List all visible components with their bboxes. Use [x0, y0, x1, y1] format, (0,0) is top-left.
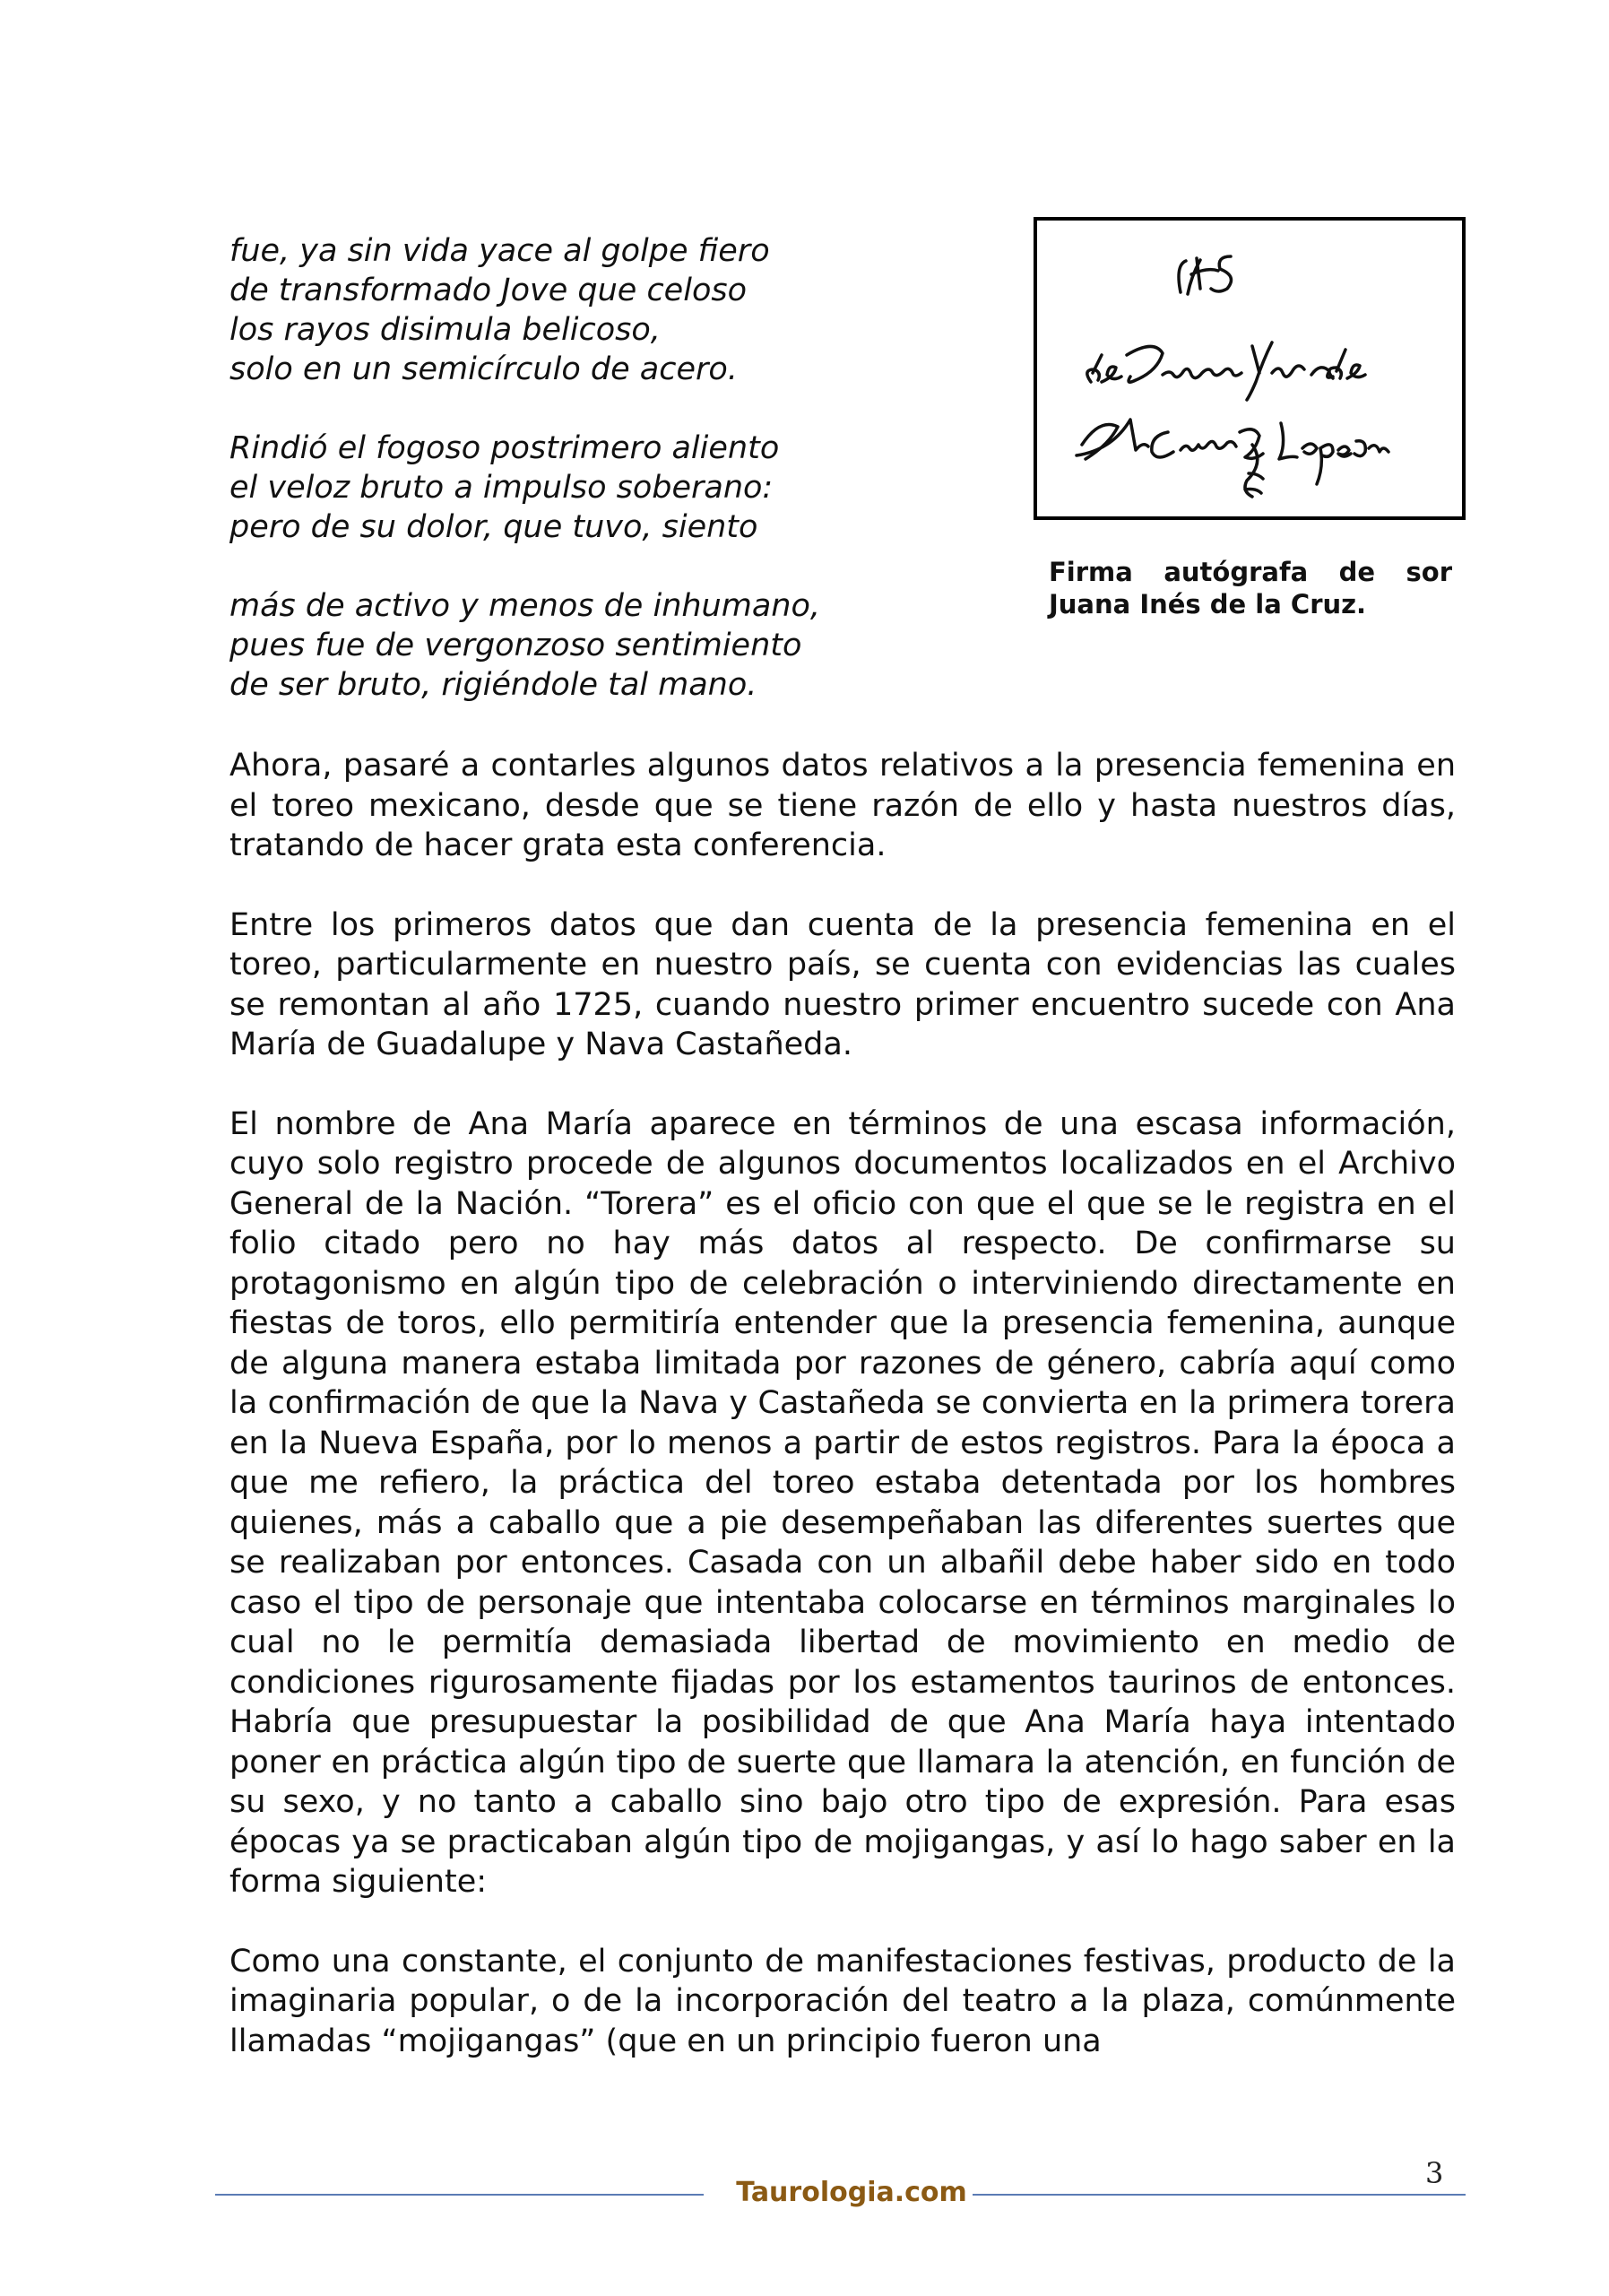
poem-line: el veloz bruto a impulso soberano:: [229, 470, 774, 506]
paragraph: Ahora, pasaré a contarles algunos datos relativos a la presencia femenina en el toreo mexicano, desde que se tiene razón de ello y hasta nuestros días, tratando de hacer grata esta conferencia.: [229, 748, 1456, 863]
poem-stanza: [229, 231, 857, 389]
paragraph: El nombre de Ana María aparece en términos de una escasa información, cuyo solo registro procede de algunos documentos localizados en el Archivo General de la Nación. “Torera” es el oficio con que el que se le registra en el folio citado pero no hay más datos al respecto. De confirmarse su protagonismo en algún tipo de celebración o interviniendo directamente en fiestas de toros, ello permitiría entender que la presencia femenina, aunque de alguna manera estaba limitada por razones de género, cabría aquí como la confirmación de que la Nava y Castañeda se convierta en la primera torera en la Nueva España, por lo menos a partir de estos registros. Para la época a que me refiero, la práctica del toreo estaba detentada por los hombres quienes, más a caballo que a pie desempeñaban las diferentes suertes que se realizaban por entonces. Casada con un albañil debe haber sido en todo caso el tipo de personaje que intentaba colocarse en términos marginales lo cual no le permitía demasiada libertad de movimiento en medio de condiciones rigurosamente fijadas por los estamentos taurinos de entonces. Habría que presupuestar la posibilidad de que Ana María haya intentado poner en práctica algún tipo de suerte que llamara la atención, en función de su sexo, y no tanto a caballo sino bajo otro tipo de expresión. Para esas épocas ya se practicaban algún tipo de mojigangas, y así lo hago saber en la forma siguiente:: [229, 1105, 1456, 1900]
paragraph: Entre los primeros datos que dan cuenta de la presencia femenina en el toreo, particularmente en nuestro país, se cuenta con evidencias las cuales se remontan al año 1725, cuando nuestro primer encuentro sucede con Ana María de Guadalupe y Nava Castañeda.: [229, 906, 1456, 1062]
figure-caption: [1049, 556, 1452, 620]
poem-line: pues fue de vergonzoso sentimiento: [229, 628, 802, 663]
poem-line: de ser bruto, rigiéndole tal mano.: [229, 667, 757, 703]
handwritten-signature-icon: [1037, 221, 1462, 516]
poem-line: solo en un semicírculo de acero.: [229, 351, 738, 387]
footer-divider-right: [973, 2194, 1466, 2196]
caption-line: Firma autógrafa de sor: [1049, 557, 1452, 587]
page-number: 3: [1425, 2156, 1444, 2190]
poem-line: fue, ya sin vida yace al golpe fiero: [229, 233, 770, 269]
signature-image: [1034, 217, 1466, 520]
body-text: [229, 746, 1456, 2101]
paragraph: Como una constante, el conjunto de manifestaciones festivas, producto de la imaginaria popular, o de la incorporación del teatro a la plaza, comúnmente llamadas “mojigangas” (que en un principio fueron una: [229, 1943, 1456, 2059]
poem-stanza: [229, 586, 857, 705]
poem-line: de transformado Jove que celoso: [229, 273, 748, 308]
poem-stanza: [229, 429, 857, 547]
caption-line: Juana Inés de la Cruz.: [1049, 589, 1367, 619]
footer-site: Taurologia.com: [736, 2177, 967, 2208]
poem-line: Rindió el fogoso postrimero aliento: [229, 430, 780, 466]
footer-divider-left: [215, 2194, 704, 2196]
poem: [229, 231, 857, 705]
poem-line: más de activo y menos de inhumano,: [229, 588, 821, 624]
poem-line: pero de su dolor, que tuvo, siento: [229, 509, 758, 545]
poem-line: los rayos disimula belicoso,: [229, 312, 661, 348]
